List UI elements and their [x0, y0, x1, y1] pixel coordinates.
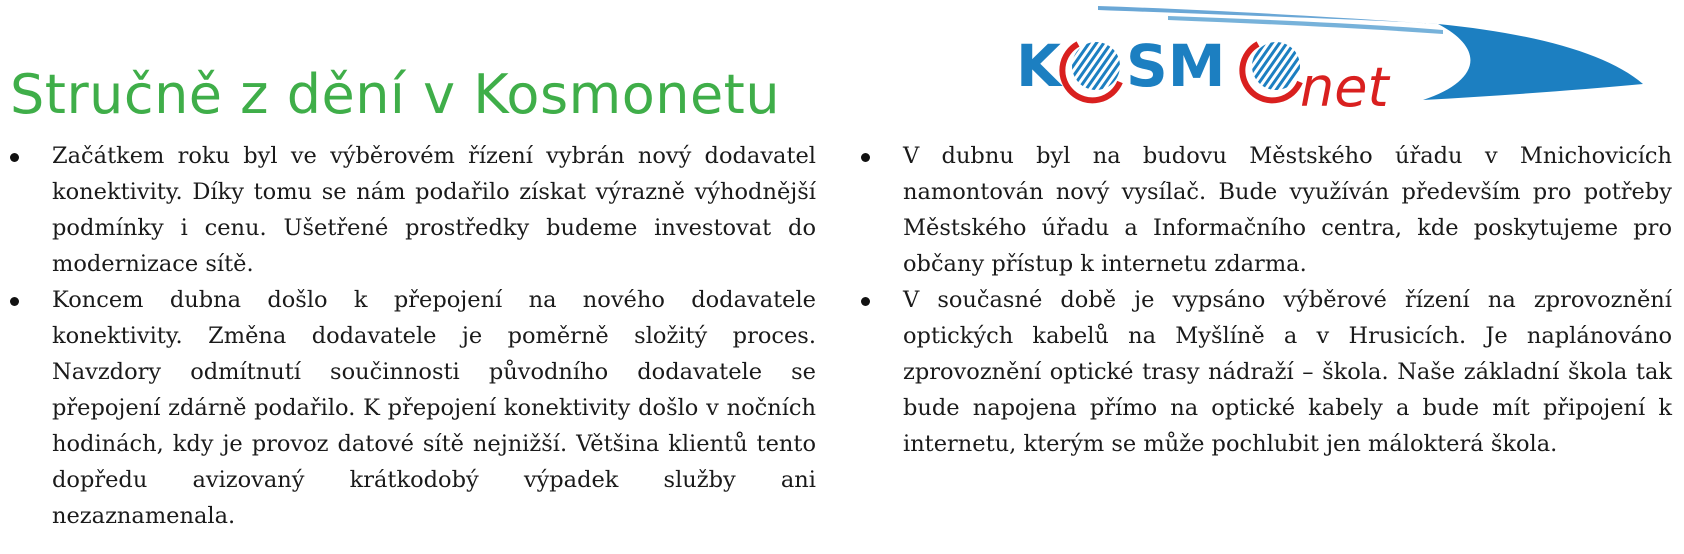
paragraph-text: V současné době je vypsáno výběrové řízení na zprovoznění optických kabelů na Myšlíně a v Hrusicích. Je naplánováno zprovoznění optické trasy nádraží – škola. Naše základní škola tak bude napojena přímo na optické kabely a bude mít připojení k internetu, kterým se může pochlubit jen málokterá škola. — [903, 287, 1672, 457]
left-column — [52, 138, 816, 534]
kosmonet-logo — [1018, 6, 1658, 118]
paragraph-text: V dubnu byl na budovu Městského úřadu v Mnichovicích namontován nový vysílač. Bude využíván především pro potřeby Městského úřadu a Informačního centra, kde poskytujeme pro občany přístup k internetu zdarma. — [903, 143, 1672, 277]
paragraph-text: Koncem dubna došlo k přepojení na nového dodavatele konektivity. Změna dodavatele je poměrně složitý proces. Navzdory odmítnutí součinnosti původního dodavatele se přepojení zdárně podařilo. K přepojení konektivity došlo v nočních hodinách, kdy je provoz datové sítě nejnižší. Většina klientů tento dopředu avizovaný krátkodobý výpadek služby ani nezaznamenala. — [52, 287, 816, 529]
bullet-icon — [861, 153, 870, 162]
paragraph-text: Začátkem roku byl ve výběrovém řízení vybrán nový dodavatel konektivity. Díky tomu se nám podařilo získat výrazně výhodnější podmínky i cenu. Ušetřené prostředky budeme investovat do modernizace sítě. — [52, 143, 816, 277]
list-item — [52, 282, 816, 534]
right-column — [903, 138, 1672, 462]
svg-text:SM: SM — [1126, 32, 1226, 100]
page-title: Stručně z dění v Kosmonetu — [10, 63, 781, 127]
bullet-icon — [10, 153, 19, 162]
bullet-icon — [10, 297, 19, 306]
kosmonet-logo-graphic — [1018, 6, 1658, 118]
svg-text:K: K — [1018, 32, 1061, 100]
list-item — [903, 138, 1672, 282]
svg-text:net: net — [1300, 56, 1389, 118]
list-item — [52, 138, 816, 282]
list-item — [903, 282, 1672, 462]
bullet-icon — [861, 297, 870, 306]
